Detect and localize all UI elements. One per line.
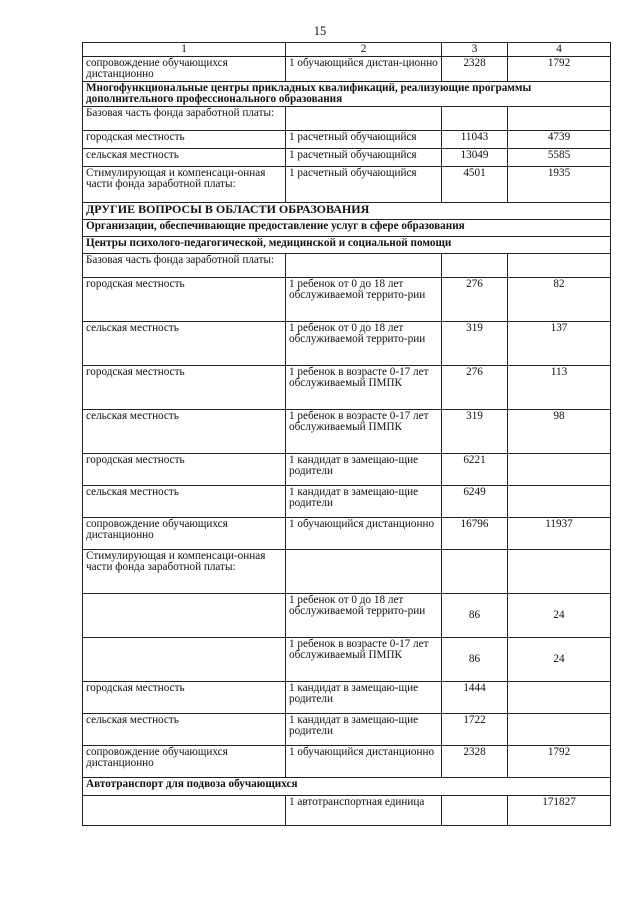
- unit-cell: 1 автотранспортная единица: [286, 796, 442, 826]
- unit-cell: 1 кандидат в замещаю-щие родители: [286, 714, 442, 746]
- unit-cell: [286, 254, 442, 278]
- value-col3-cell: 1444: [442, 682, 508, 714]
- unit-cell: 1 расчетный обучающийся: [286, 149, 442, 167]
- unit-cell: 1 ребенок от 0 до 18 лет обслуживаемой террито-рии: [286, 594, 442, 638]
- table-row: [83, 254, 611, 278]
- value-col3-cell: 86: [442, 594, 508, 638]
- indicator-cell: сельская местность: [83, 410, 286, 454]
- unit-cell: 1 расчетный обучающийся: [286, 131, 442, 149]
- table-row: [83, 131, 611, 149]
- value-col3-cell: 319: [442, 410, 508, 454]
- unit-cell: 1 ребенок в возрасте 0-17 лет обслуживаемый ПМПК: [286, 366, 442, 410]
- table-row: [83, 682, 611, 714]
- table-row: [83, 714, 611, 746]
- section-title: ДРУГИЕ ВОПРОСЫ В ОБЛАСТИ ОБРАЗОВАНИЯ: [83, 203, 611, 220]
- unit-cell: 1 обучающийся дистанционно: [286, 518, 442, 550]
- value-col4-cell: 1792: [508, 746, 611, 778]
- value-col4-cell: [508, 714, 611, 746]
- value-col4-cell: 24: [508, 638, 611, 682]
- value-col3-cell: 4501: [442, 167, 508, 203]
- value-col4-cell: 4739: [508, 131, 611, 149]
- indicator-cell: [83, 796, 286, 826]
- unit-cell: 1 кандидат в замещаю-щие родители: [286, 454, 442, 486]
- column-header: 1: [83, 43, 286, 57]
- unit-cell: 1 кандидат в замещаю-щие родители: [286, 682, 442, 714]
- value-col3-cell: 2328: [442, 57, 508, 82]
- table-row: [83, 550, 611, 594]
- table-header-row: [83, 43, 611, 57]
- value-col3-cell: 16796: [442, 518, 508, 550]
- table-row: [83, 638, 611, 682]
- unit-cell: 1 обучающийся дистанционно: [286, 746, 442, 778]
- norms-table: [82, 42, 611, 826]
- value-col4-cell: 82: [508, 278, 611, 322]
- indicator-cell: сельская местность: [83, 714, 286, 746]
- value-col4-cell: 137: [508, 322, 611, 366]
- value-col3-cell: 1722: [442, 714, 508, 746]
- indicator-cell: сопровождение обучающихся дистанционно: [83, 57, 286, 82]
- indicator-cell: Стимулирующая и компенсаци-онная части фонда заработной платы:: [83, 550, 286, 594]
- indicator-cell: Базовая часть фонда заработной платы:: [83, 254, 286, 278]
- value-col4-cell: [508, 682, 611, 714]
- value-col3-cell: 319: [442, 322, 508, 366]
- table-row: [83, 746, 611, 778]
- table-row: [83, 594, 611, 638]
- value-col4-cell: [508, 454, 611, 486]
- section-title: Автотранспорт для подвоза обучающихся: [83, 778, 611, 796]
- table-row: [83, 322, 611, 366]
- section-title: Многофункциональные центры прикладных квалификаций, реализующие программы дополнительного профессионального образования: [83, 82, 611, 107]
- indicator-cell: городская местность: [83, 278, 286, 322]
- unit-cell: 1 ребенок в возрасте 0-17 лет обслуживаемый ПМПК: [286, 638, 442, 682]
- value-col4-cell: [508, 254, 611, 278]
- indicator-cell: сопровождение обучающихся дистанционно: [83, 746, 286, 778]
- unit-cell: [286, 550, 442, 594]
- value-col4-cell: 171827: [508, 796, 611, 826]
- table-row: [83, 167, 611, 203]
- value-col4-cell: 1935: [508, 167, 611, 203]
- table-row: [83, 149, 611, 167]
- indicator-cell: сопровождение обучающихся дистанционно: [83, 518, 286, 550]
- value-col4-cell: 5585: [508, 149, 611, 167]
- indicator-cell: Стимулирующая и компенсаци-онная части фонда заработной платы:: [83, 167, 286, 203]
- indicator-cell: сельская местность: [83, 322, 286, 366]
- section-header-row: [83, 778, 611, 796]
- value-col3-cell: 6221: [442, 454, 508, 486]
- indicator-cell: городская местность: [83, 366, 286, 410]
- table-row: [83, 410, 611, 454]
- table-row: [83, 57, 611, 82]
- value-col3-cell: 86: [442, 638, 508, 682]
- value-col4-cell: 113: [508, 366, 611, 410]
- unit-cell: 1 ребенок от 0 до 18 лет обслуживаемой террито-рии: [286, 322, 442, 366]
- indicator-cell: Базовая часть фонда заработной платы:: [83, 107, 286, 131]
- value-col3-cell: 11043: [442, 131, 508, 149]
- value-col4-cell: [508, 486, 611, 518]
- indicator-cell: городская местность: [83, 131, 286, 149]
- table-row: [83, 796, 611, 826]
- section-header-row: [83, 220, 611, 237]
- unit-cell: 1 кандидат в замещаю-щие родители: [286, 486, 442, 518]
- value-col4-cell: 98: [508, 410, 611, 454]
- section-header-row: [83, 203, 611, 220]
- indicator-cell: городская местность: [83, 454, 286, 486]
- table-row: [83, 454, 611, 486]
- value-col3-cell: 276: [442, 366, 508, 410]
- indicator-cell: [83, 638, 286, 682]
- value-col3-cell: 276: [442, 278, 508, 322]
- column-header: 4: [508, 43, 611, 57]
- value-col3-cell: 2328: [442, 746, 508, 778]
- column-header: 3: [442, 43, 508, 57]
- value-col3-cell: [442, 796, 508, 826]
- unit-cell: 1 расчетный обучающийся: [286, 167, 442, 203]
- indicator-cell: сельская местность: [83, 149, 286, 167]
- page-number: 15: [313, 24, 327, 38]
- value-col4-cell: 1792: [508, 57, 611, 82]
- value-col3-cell: [442, 550, 508, 594]
- value-col3-cell: [442, 107, 508, 131]
- table-row: [83, 486, 611, 518]
- section-title: Организации, обеспечивающие предоставление услуг в сфере образования: [83, 220, 611, 237]
- value-col4-cell: [508, 550, 611, 594]
- table-row: [83, 518, 611, 550]
- indicator-cell: городская местность: [83, 682, 286, 714]
- column-header: 2: [286, 43, 442, 57]
- table-row: [83, 107, 611, 131]
- unit-cell: 1 обучающийся дистан-ционно: [286, 57, 442, 82]
- table-row: [83, 278, 611, 322]
- indicator-cell: [83, 594, 286, 638]
- table-row: [83, 366, 611, 410]
- norms-table-body: [83, 43, 611, 826]
- section-header-row: [83, 82, 611, 107]
- value-col4-cell: 11937: [508, 518, 611, 550]
- unit-cell: 1 ребенок от 0 до 18 лет обслуживаемой террито-рии: [286, 278, 442, 322]
- section-title: Центры психолого-педагогической, медицинской и социальной помощи: [83, 237, 611, 254]
- indicator-cell: сельская местность: [83, 486, 286, 518]
- value-col3-cell: 6249: [442, 486, 508, 518]
- value-col4-cell: [508, 107, 611, 131]
- value-col3-cell: [442, 254, 508, 278]
- value-col3-cell: 13049: [442, 149, 508, 167]
- unit-cell: [286, 107, 442, 131]
- unit-cell: 1 ребенок в возрасте 0-17 лет обслуживаемый ПМПК: [286, 410, 442, 454]
- section-header-row: [83, 237, 611, 254]
- value-col4-cell: 24: [508, 594, 611, 638]
